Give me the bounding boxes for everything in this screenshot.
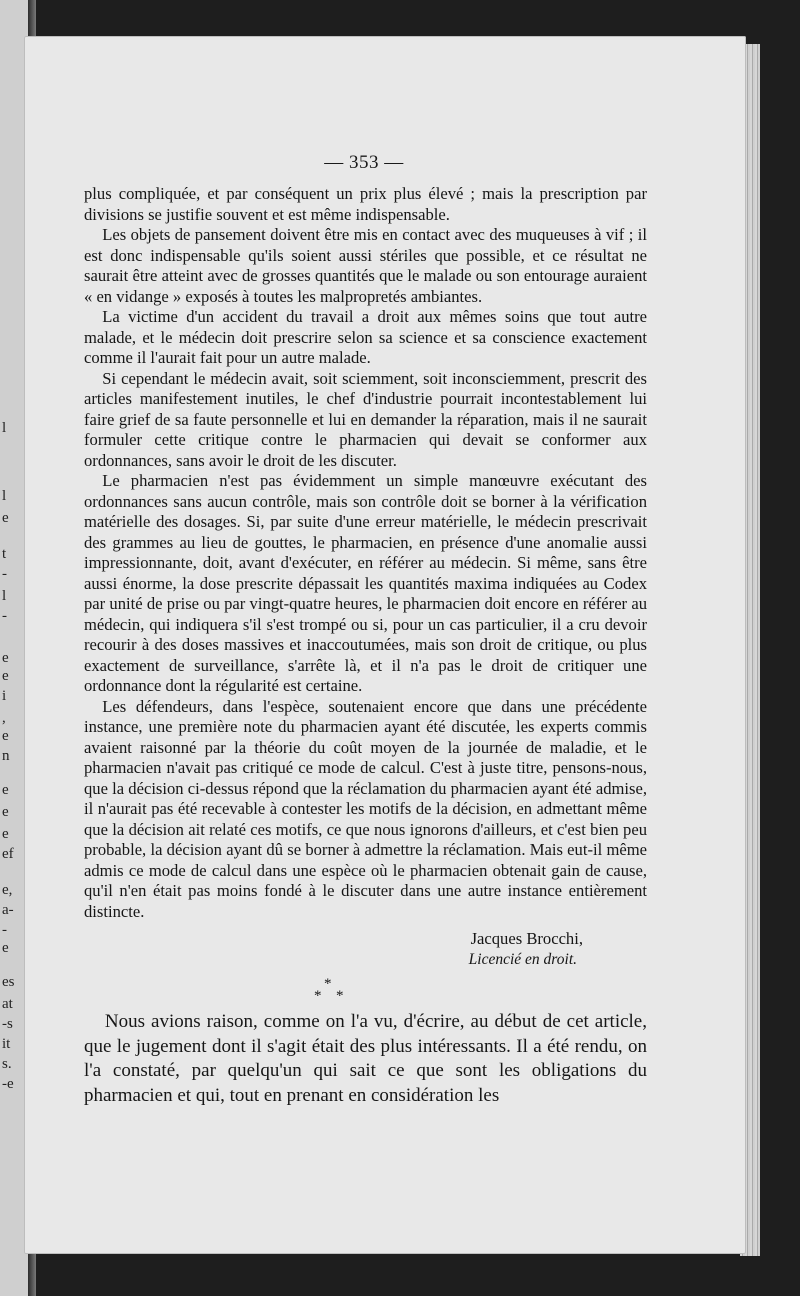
page-number: — 353 —	[324, 152, 404, 173]
facing-page-fragment: ,	[2, 710, 6, 726]
facing-page-fragment: l	[2, 488, 7, 504]
paragraph: Les objets de pansement doivent être mis en contact avec des muqueuses à vif ; il est donc indispensable qu'ils soient aussi stériles que possible, et ce résultat ne saurait être atteint avec de grosses quantités que le malade ou son entourage auraient « en vidange » exposés à toutes les malpropretés ambiantes.	[84, 225, 647, 306]
section-separator	[84, 972, 647, 1002]
facing-page-fragment: e	[2, 826, 9, 842]
facing-page-fragment: s.	[2, 1056, 12, 1072]
facing-page-fragment: e	[2, 650, 9, 666]
facing-page-fragment: e,	[2, 882, 13, 898]
asterisk: *	[336, 988, 344, 1004]
facing-page-fragment: e	[2, 510, 9, 526]
facing-page-fragment: -	[2, 566, 7, 582]
facing-page-fragment: it	[2, 1036, 11, 1052]
body-text	[84, 184, 647, 1108]
author-title: Licencié en droit.	[468, 951, 577, 968]
paragraph: Les défendeurs, dans l'espèce, soutenaient encore que dans une précédente instance, une première note du pharmacien ayant été discutée, les experts commis avaient raisonné par la théorie du coût moyen de la journée de maladie, et le pharmacien n'avait pas critiqué ce mode de calcul. C'est à juste titre, pensons-nous, que la décision ci-dessus répond que la réclamation du pharmacien ayant été admise, il n'aurait pas été recevable à contester les motifs de la décision, en admettant même que la décision ait relaté ces motifs, ce que nous ignorons d'ailleurs, et c'est bien peu probable, la décision ayant dû se borner à admettre la réclamation. Mais eut-il même admis ce mode de calcul dans une espèce où le pharmacien obtenait gain de cause, qu'il n'en était pas moins fondé à le discuter dans une autre instance entièrement distincte.	[84, 696, 647, 921]
facing-page-fragment: i	[2, 688, 7, 704]
facing-page-fragment: e	[2, 668, 9, 684]
author-signature	[84, 928, 647, 970]
paragraph: plus compliquée, et par conséquent un prix plus élevé ; mais la prescription par divisions se justifie souvent et est même indispensable.	[84, 184, 647, 224]
facing-page-fragment: ef	[2, 846, 14, 862]
facing-page-fragment: at	[2, 996, 13, 1012]
paragraph: Le pharmacien n'est pas évidemment un simple manœuvre exécutant des ordonnances sans aucun contrôle, mais son contrôle doit se borner à la vérification matérielle des dosages. Si, par suite d'une erreur matérielle, le médecin prescrivait des grammes au lieu de gouttes, le pharmacien, en présence d'une anomalie aussi impressionnante, doit, avant d'exécuter, en référer au médecin. Si même, sans être aussi énorme, la dose prescrite dépassait les quantités maxima indiquées au Codex par unité de prise ou par vingt-quatre heures, le pharmacien doit encore en référer au médecin, qui indiquera s'il s'est trompé ou si, pour un cas particulier, il a cru devoir recourir à des doses massives et inaccoutumées, mais son droit de critique, ou plus exactement de surveillance, s'arrête là, et il n'a pas le droit de critiquer une ordonnance dont la régularité est certaine.	[84, 471, 647, 695]
paragraph: La victime d'un accident du travail a droit aux mêmes soins que tout autre malade, et le médecin doit prescrire selon sa science et sa conscience exactement comme il l'aurait fait pour un autre malade.	[84, 307, 647, 367]
asterisk: *	[324, 976, 332, 992]
facing-page-fragment: -e	[2, 1076, 14, 1092]
asterisk: *	[314, 988, 322, 1004]
facing-page-fragment: es	[2, 974, 15, 990]
facing-page-fragment: n	[2, 748, 10, 764]
facing-page-fragment: e	[2, 804, 9, 820]
facing-page-fragment: -s	[2, 1016, 13, 1032]
closing-section	[84, 1010, 647, 1108]
facing-page-fragment: t	[2, 546, 7, 562]
author-name: Jacques Brocchi,	[470, 929, 583, 948]
facing-page-fragment: l	[2, 420, 7, 436]
facing-page-fragment: -	[2, 922, 7, 938]
facing-page-fragment: e	[2, 940, 9, 956]
closing-paragraph: Nous avions raison, comme on l'a vu, d'écrire, au début de cet article, que le jugement dont il s'agit était des plus intéressants. Il a été rendu, on l'a constaté, par quelqu'un qui sait ce que sont les obligations du pharmacien et qui, tout en prenant en considération les	[84, 1011, 647, 1106]
paragraph: Si cependant le médecin avait, soit sciemment, soit inconsciemment, prescrit des articles manifestement inutiles, le chef d'industrie pourrait incontestablement lui faire grief de sa faute personnelle et lui en demander la réparation, mais il ne saurait formuler cette critique contre le pharmacien qui devait se conformer aux ordonnances, sans avoir le droit de les discuter.	[84, 368, 647, 470]
facing-page-fragment: l	[2, 588, 7, 604]
facing-page-fragment: e	[2, 782, 9, 798]
facing-page-fragment: a-	[2, 902, 14, 918]
facing-page-fragment: -	[2, 608, 7, 624]
book-page	[24, 36, 746, 1254]
facing-page-fragment: e	[2, 728, 9, 744]
